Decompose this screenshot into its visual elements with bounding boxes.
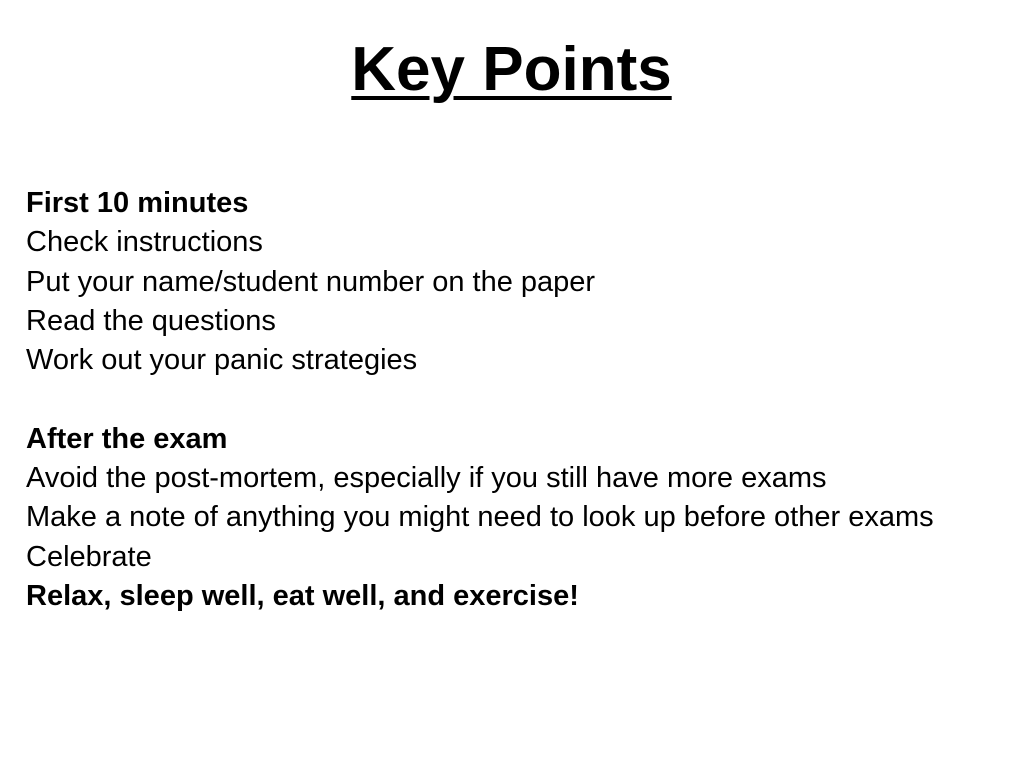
title-text: Key Points	[351, 35, 672, 104]
bullet-check-instructions: Check instructions	[26, 226, 263, 259]
section-heading-first-10-minutes: First 10 minutes	[26, 187, 249, 219]
slide-title	[0, 30, 1023, 110]
section-spacer	[26, 380, 1006, 419]
bullet-put-name: Put your name/student number on the paper	[26, 265, 596, 298]
bullet-make-a-note: Make a note of anything you might need to look up before other exams	[26, 501, 934, 534]
bullet-avoid-post-mortem: Avoid the post-mortem, especially if you still have more exams	[26, 462, 827, 495]
closing-line: Relax, sleep well, eat well, and exercise!	[26, 579, 579, 612]
section-heading-after-the-exam: After the exam	[26, 422, 228, 455]
bullet-celebrate: Celebrate	[26, 540, 152, 573]
slide-body	[26, 184, 1006, 616]
bullet-panic-strategies: Work out your panic strategies	[26, 344, 418, 377]
bullet-read-questions: Read the questions	[26, 304, 276, 337]
